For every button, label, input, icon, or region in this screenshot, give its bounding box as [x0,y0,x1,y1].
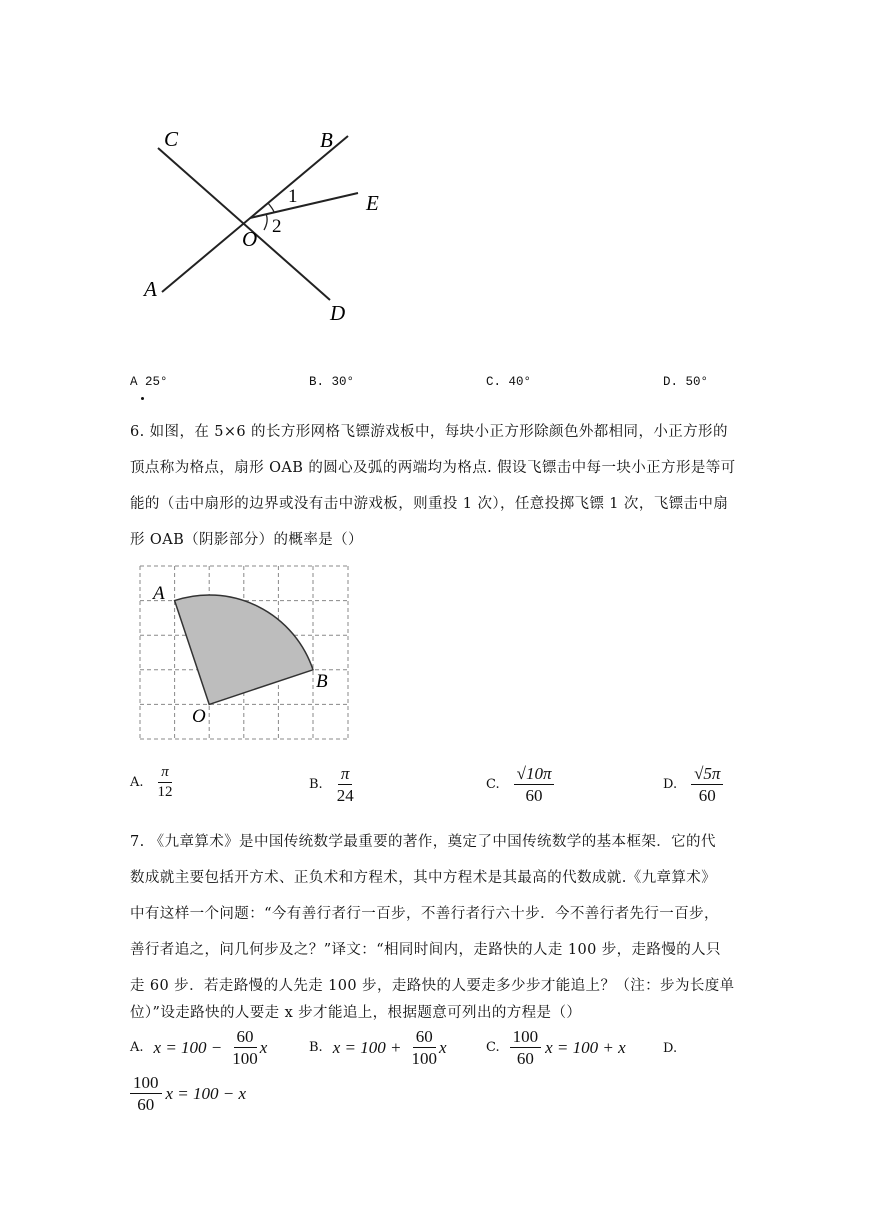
fraction-denominator: 12 [157,784,173,800]
fraction-denominator: 100 [411,1049,437,1068]
q7-line-6: 位）”设走路快的人要走 x 步才能追上，根据题意可列出的方程是（） [130,1005,582,1021]
q6-option-a-fraction [158,765,173,800]
q5-option-d: D. 50° [663,375,709,389]
grid-label-a: A [153,583,165,604]
fraction-numerator: 60 [413,1028,436,1048]
label-b: B [320,128,333,152]
dot-mark [141,397,144,400]
dartboard-grid-figure [130,558,360,748]
q7-option-c [486,1028,626,1067]
fraction-denominator: 60 [516,1049,534,1068]
grid-label-o: O [192,706,206,727]
q5-option-a: A 25° [130,375,168,389]
fraction-numerator: 100 [130,1074,162,1094]
fraction-numerator: 100 [510,1028,542,1048]
q7-line-1: 7. 《九章算术》是中国传统数学最重要的著作，奠定了中国传统数学的基本框架．它的代 [130,834,716,850]
q7-option-d-label: D. [663,1041,678,1056]
fraction-denominator: 60 [137,1095,155,1114]
q7-option-b [309,1028,446,1067]
q7-option-b-lhs: x = 100 + [332,1037,402,1057]
fraction-denominator: 60 [698,786,716,805]
q7-line-5: 走 60 步．若走路慢的人先走 100 步，走路快的人要走多少步才能追上？（注：步为长度单 [130,978,735,994]
q6-line-2: 顶点称为格点，扇形 OAB 的圆心及弧的两端均为格点. 假设飞镖击中每一块小正方形是等可 [130,460,736,476]
label-e: E [366,191,379,215]
label-d: D [330,301,346,325]
angle-2-arc [264,214,267,230]
fraction-numerator: √5π [691,765,723,785]
q7-option-a [130,1028,267,1067]
fraction-numerator: √10π [514,765,555,785]
q6-option-c-fraction [514,765,555,804]
q6-option-d-label: D. [663,777,678,792]
q7-option-a-var: x [259,1037,268,1057]
grid-label-b: B [316,671,328,692]
angle-figure [130,120,390,330]
q7-option-b-var: x [438,1037,447,1057]
label-a: A [144,277,157,301]
q7-option-a-label: A. [130,1040,144,1055]
q7-option-a-lhs: x = 100 − [153,1037,223,1057]
q7-line-3: 中有这样一个问题：“今有善行者行一百步，不善行者行六十步．今不善行者先行一百步， [130,906,719,922]
q7-option-a-fraction [232,1028,258,1067]
q6-option-b [309,765,354,804]
label-angle-2: 2 [272,216,282,237]
q6-line-3: 能的（击中扇形的边界或没有击中游戏板，则重投 1 次），任意投掷飞镖 1 次，飞镖击中扇 [130,496,729,512]
fraction-denominator: 60 [525,786,543,805]
q6-line-1: 6. 如图，在 5×6 的长方形网格飞镖游戏板中，每块小正方形除颜色外都相同，小正方形的 [130,424,728,440]
label-c: C [164,127,179,151]
q5-option-b: B. 30° [309,375,355,389]
q6-option-a-label: A. [130,775,144,790]
fraction-denominator: 100 [232,1049,258,1068]
q6-option-d [663,765,723,804]
q7-option-b-fraction [411,1028,437,1067]
label-angle-1: 1 [288,186,298,207]
q6-option-a [130,765,173,800]
sector-oab [175,595,313,704]
label-o: O [242,227,258,251]
fraction-denominator: 24 [336,786,354,805]
q7-option-d-rhs: x = 100 − x [165,1083,247,1103]
q6-option-d-fraction [691,765,723,804]
q7-option-c-rhs: x = 100 + x [545,1037,626,1057]
fraction-numerator: π [338,765,353,785]
fraction-numerator: 60 [234,1028,257,1048]
q7-line-2: 数成就主要包括开方术、正负术和方程术，其中方程术是其最高的代数成就.《九章算术》 [130,870,717,886]
fraction-numerator: π [158,765,172,783]
q7-option-b-label: B. [309,1040,323,1055]
q7-option-d-fraction [130,1074,162,1113]
q6-option-c [486,765,554,804]
q7-option-c-fraction [510,1028,542,1067]
q6-option-b-label: B. [309,777,323,792]
q6-option-b-fraction [337,765,354,804]
line-ab [162,136,348,292]
q7-option-c-label: C. [486,1040,500,1055]
q7-line-4: 善行者追之，问几何步及之？”译文：“相同时间内，走路快的人走 100 步，走路慢的人只 [130,942,721,958]
angle-1-arc [268,203,274,212]
q7-option-d [130,1074,246,1113]
q5-option-c: C. 40° [486,375,532,389]
q6-line-4: 形 OAB（阴影部分）的概率是（） [130,532,363,548]
q6-option-c-label: C. [486,777,500,792]
